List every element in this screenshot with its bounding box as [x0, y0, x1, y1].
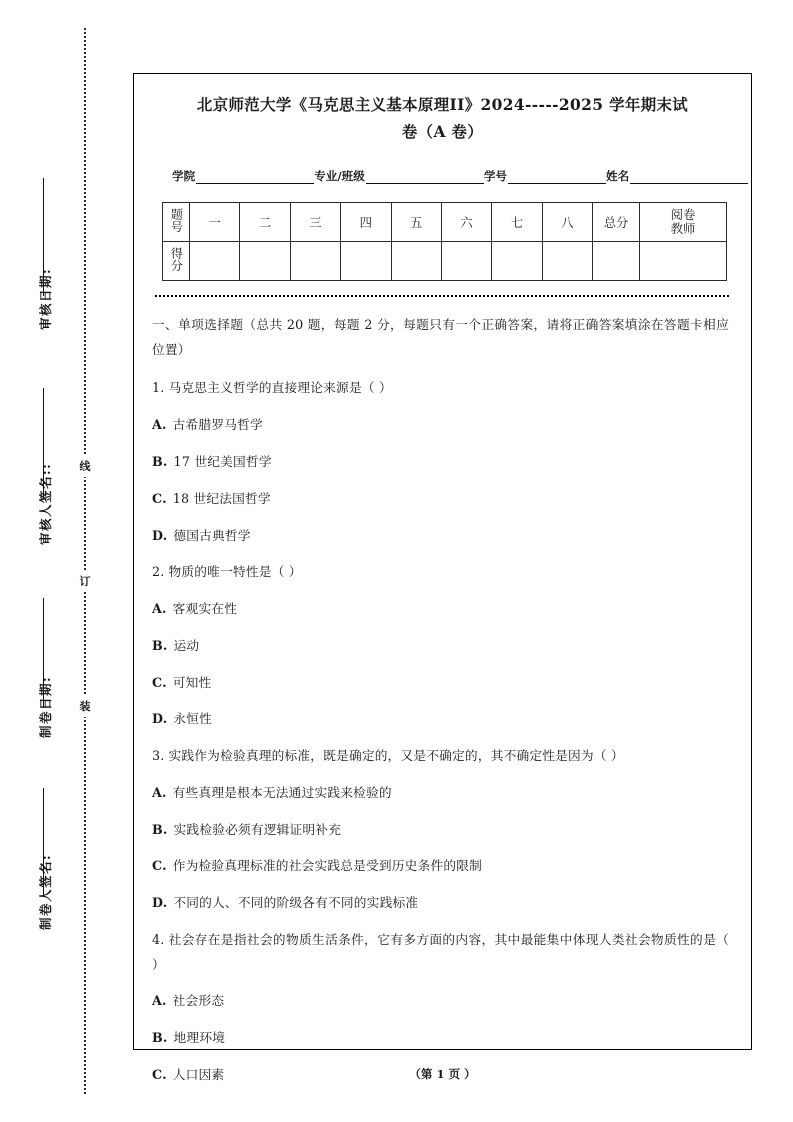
question-1-option-c[interactable] [152, 487, 729, 512]
row-header-2-text: 得分 [169, 247, 184, 272]
q3-option-a-text: 有些真理是根本无法通过实践来检验的 [172, 784, 392, 800]
score-cell-1[interactable] [190, 241, 240, 280]
score-cell-6[interactable] [441, 241, 491, 280]
score-table-score-row [163, 241, 727, 280]
score-table-total-label: 总分 [593, 202, 640, 241]
question-2-option-d[interactable] [152, 707, 729, 732]
score-cell-7[interactable] [492, 241, 542, 280]
question-3-option-a[interactable] [152, 781, 729, 806]
q4-option-a-text: 社会形态 [172, 993, 225, 1009]
name-blank[interactable] [630, 170, 748, 184]
question-3-option-c[interactable] [152, 854, 729, 879]
question-3-text: 实践作为检验真理的标准，既是确定的，又是不确定的，其不确定性是因为（ ） [168, 748, 624, 764]
q4-option-c-letter: C. [152, 1066, 167, 1082]
question-1-option-d[interactable] [152, 524, 729, 549]
student-id-label: 学号 [483, 168, 508, 183]
score-cell-4[interactable] [341, 241, 391, 280]
score-table-qnum-7: 七 [492, 202, 542, 241]
class-blank[interactable] [366, 170, 484, 184]
q4-option-b-letter: B. [152, 1030, 168, 1046]
question-3-number: 3. [152, 748, 165, 764]
student-id-field[interactable] [484, 168, 606, 184]
question-4-stem [152, 928, 729, 978]
score-cell-5[interactable] [391, 241, 441, 280]
exam-title-line-1: 北京师范大学《马克思主义基本原理II》2024-----2025 学年期末试 [196, 96, 689, 114]
q3-option-b-letter: B. [152, 821, 168, 837]
q1-option-b-text: 17 世纪美国哲学 [173, 453, 272, 469]
student-id-blank[interactable] [508, 170, 606, 184]
score-table-qnum-4: 四 [341, 202, 391, 241]
score-table-grader-label [640, 202, 727, 241]
row-header-1-text: 题号 [169, 208, 184, 233]
score-table-row-header-2 [163, 241, 190, 280]
question-3-stem [152, 744, 729, 769]
question-1-stem [152, 376, 729, 401]
question-3-option-d[interactable] [152, 891, 729, 916]
score-table [162, 202, 727, 281]
question-3-option-b[interactable] [152, 818, 729, 843]
q2-option-a-letter: A. [152, 601, 167, 617]
score-table-qnum-8: 八 [542, 202, 592, 241]
q1-option-a-letter: A. [152, 417, 167, 433]
fold-word-xian: 线 [76, 455, 94, 477]
q1-option-c-letter: C. [152, 490, 167, 506]
question-1-number: 1. [152, 380, 165, 396]
score-cell-8[interactable] [542, 241, 592, 280]
grader-label-line-1: 阅卷 [670, 206, 696, 222]
score-cell-total[interactable] [593, 241, 640, 280]
student-info-line [172, 168, 725, 184]
score-table-qnum-3: 三 [290, 202, 340, 241]
q4-option-c-text: 人口因素 [172, 1066, 225, 1082]
q2-option-b-letter: B. [152, 637, 168, 653]
question-1-text: 马克思主义哲学的直接理论来源是（ ） [168, 380, 392, 396]
sidebar-label-review-date: 审核日期: [38, 267, 53, 330]
sidebar-label-paper-maker-signature: 制卷人签名: [38, 853, 53, 930]
question-2-option-b[interactable] [152, 634, 729, 659]
q4-option-a-letter: A. [152, 993, 167, 1009]
q3-option-d-text: 不同的人、不同的阶级各有不同的实践标准 [173, 895, 419, 911]
score-cell-2[interactable] [240, 241, 290, 280]
q1-option-c-text: 18 世纪法国哲学 [172, 490, 271, 506]
q3-option-c-text: 作为检验真理标准的社会实践总是受到历史条件的限制 [172, 858, 483, 874]
exam-title [156, 92, 729, 146]
page-indicator: （第 1 页 ） [409, 1067, 476, 1081]
score-cell-grader[interactable] [640, 241, 727, 280]
college-blank[interactable] [196, 170, 314, 184]
sidebar-label-paper-date: 制卷日期: [38, 675, 53, 738]
question-1-option-b[interactable] [152, 450, 729, 475]
score-cell-3[interactable] [290, 241, 340, 280]
q2-option-a-text: 客观实在性 [172, 601, 238, 617]
q3-option-b-text: 实践检验必须有逻辑证明补充 [173, 821, 342, 837]
question-2-text: 物质的唯一特性是（ ） [168, 564, 302, 580]
score-table-row-header-1 [163, 202, 190, 241]
college-label: 学院 [172, 168, 196, 183]
fold-dotted-line [84, 28, 86, 1094]
question-2-option-a[interactable] [152, 597, 729, 622]
question-4-option-a[interactable] [152, 989, 729, 1014]
question-4-number: 4. [152, 931, 165, 947]
dotted-separator [154, 293, 731, 299]
q3-option-c-letter: C. [152, 858, 167, 874]
q3-option-a-letter: A. [152, 784, 167, 800]
q3-option-d-letter: D. [152, 895, 168, 911]
class-label: 专业/班级 [314, 168, 365, 183]
question-1-option-a[interactable] [152, 413, 729, 438]
college-field[interactable] [172, 168, 314, 184]
fold-word-ding: 订 [76, 570, 94, 592]
q1-option-b-letter: B. [152, 453, 168, 469]
score-table-qnum-5: 五 [391, 202, 441, 241]
question-body [152, 313, 729, 1088]
q2-option-c-text: 可知性 [172, 674, 212, 690]
q2-option-d-text: 永恒性 [173, 711, 213, 727]
binding-margin [0, 0, 130, 1122]
page-footer [133, 1066, 752, 1082]
q1-option-d-text: 德国古典哲学 [173, 527, 251, 543]
question-2-option-c[interactable] [152, 671, 729, 696]
exam-title-line-2: 卷（A 卷） [401, 122, 484, 141]
class-field[interactable] [314, 168, 484, 184]
name-label: 姓名 [606, 168, 630, 183]
q1-option-d-letter: D. [152, 527, 168, 543]
q4-option-b-text: 地理环境 [173, 1030, 226, 1046]
question-2-number: 2. [152, 564, 165, 580]
fold-word-zhuang: 装 [76, 695, 94, 717]
q1-option-a-text: 古希腊罗马哲学 [172, 417, 263, 433]
score-table-qnum-1: 一 [190, 202, 240, 241]
question-2-stem [152, 560, 729, 585]
question-4-text: 社会存在是指社会的物质生活条件，它有多方面的内容，其中最能集中体现人类社会物质性的是（ ） [152, 931, 729, 972]
name-field[interactable] [606, 168, 748, 184]
q2-option-b-text: 运动 [173, 637, 200, 653]
section-intro-text: 一、单项选择题（总共 20 题，每题 2 分，每题只有一个正确答案，请将正确答案填涂在答题卡相应位置） [152, 316, 729, 357]
score-table-header-row [163, 202, 727, 241]
sidebar-label-reviewer-signature: 审核人签名:: [38, 462, 53, 545]
q2-option-c-letter: C. [152, 674, 167, 690]
score-table-qnum-6: 六 [441, 202, 491, 241]
grader-label-line-2: 教师 [670, 220, 696, 236]
q2-option-d-letter: D. [152, 711, 168, 727]
score-table-qnum-2: 二 [240, 202, 290, 241]
question-4-option-b[interactable] [152, 1026, 729, 1051]
